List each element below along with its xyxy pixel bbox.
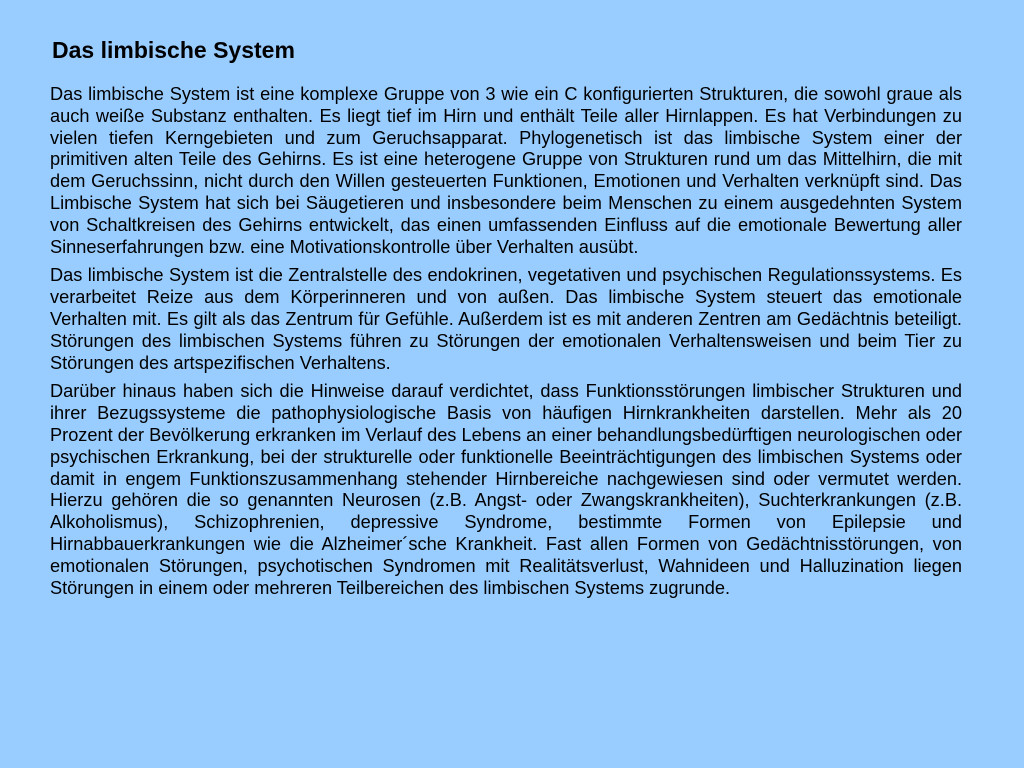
paragraph-1: Das limbische System ist eine komplexe Gruppe von 3 wie ein C konfigurierten Strukturen, die sowohl graue als auch weiße Substanz enthalten. Es liegt tief im Hirn und enthält Teile aller Hirnlappen. Es hat Verbindungen zu vielen tiefen Kerngebieten und zum Geruchsapparat. Phylogenetisch ist das limbische System einer der primitiven alten Teile des Gehirns. Es ist eine heterogene Gruppe von Strukturen rund um das Mittelhirn, die mit dem Geruchssinn, nicht durch den Willen gesteuerten Funktionen, Emotionen und Verhalten verknüpft sind. Das Limbische System hat sich bei Säugetieren und insbesondere beim Menschen zu einem ausgedehnten System von Schaltkreisen des Gehirns entwickelt, das einen umfassenden Einfluss auf die emotionale Bewertung aller Sinneserfahrungen bzw. eine Motivationskontrolle über Verhalten ausübt. [50,84,962,257]
paragraph-2: Das limbische System ist die Zentralstelle des endokrinen, vegetativen und psychischen Regulationssystems. Es verarbeitet Reize aus dem Körperinneren und von außen. Das limbische System steuert das emotionale Verhalten mit. Es gilt als das Zentrum für Gefühle. Außerdem ist es mit anderen Zentren am Gedächtnis beteiligt. Störungen des limbischen Systems führen zu Störungen der emotionalen Verhaltensweisen und beim Tier zu Störungen des artspezifischen Verhaltens. [50,265,962,373]
paragraph-3: Darüber hinaus haben sich die Hinweise darauf verdichtet, dass Funktionsstörungen limbischer Strukturen und ihrer Bezugssysteme die pathophysiologische Basis von häufigen Hirnkrankheiten darstellen. Mehr als 20 Prozent der Bevölkerung erkranken im Verlauf des Lebens an einer behandlungsbedürftigen neurologischen oder psychischen Erkrankung, bei der strukturelle oder funktionelle Beeinträchtigungen des limbischen Systems oder damit in engem Funktionszusammenhang stehender Hirnbereiche nachgewiesen sind oder vermutet werden. Hierzu gehören die so genannten Neurosen (z.B. Angst- oder Zwangskrankheiten), Suchterkrankungen (z.B. Alkoholismus), Schizophrenien, depressive Syndrome, bestimmte Formen von Epilepsie und Hirnabbauerkrankungen wie die Alzheimer´sche Krankheit. Fast allen Formen von Gedächtnisstörungen, von emotionalen Störungen, psychotischen Syndromen mit Realitätsverlust, Wahnideen und Halluzination liegen Störungen in einem oder mehreren Teilbereichen des limbischen Systems zugrunde. [50,381,963,598]
slide-title: Das limbische System [52,37,295,63]
slide-body [50,84,962,599]
